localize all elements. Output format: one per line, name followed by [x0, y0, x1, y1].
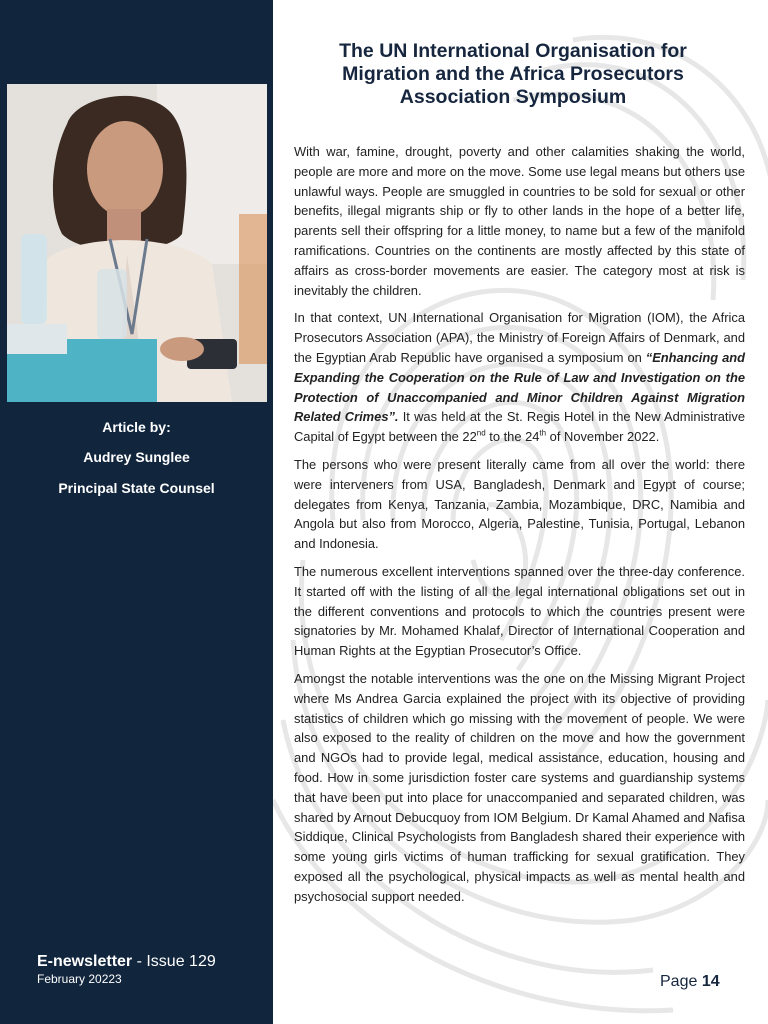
footer-separator: - — [132, 953, 147, 970]
paragraph-2-text: It was held at the St. Regis Hotel in the New Administrative Capital of Egypt between the 22 — [294, 409, 745, 445]
page-number-value: 14 — [701, 973, 720, 990]
page-label: Page — [660, 973, 698, 990]
paragraph-2-text: to the 24 — [485, 429, 540, 445]
author-photo — [7, 84, 267, 402]
ordinal-suffix: th — [539, 428, 547, 438]
author-name: Audrey Sunglee — [83, 449, 190, 465]
article-by-label: Article by: — [102, 419, 171, 435]
article-body — [294, 142, 745, 914]
symposium-theme: “Enhancing and Expanding the Cooperation on the Rule of Law and Investigation on the Protection of Unaccompanied and Minor Children Against Migration Related Crimes”. — [294, 349, 745, 425]
paragraph-2-text: of November 2022. — [546, 429, 660, 445]
page-number — [660, 973, 720, 991]
paragraph-4: The numerous excellent interventions spanned over the three-day conference. It started off with the listing of all the legal international obligations set out in the different conventions and protocols to which the countries present were signatories by Mr. Mohamed Khalaf, Director of International Cooperation and Human Rights at the Egyptian Prosecutor’s Office. — [294, 563, 745, 659]
title-line: The UN International Organisation for — [339, 40, 687, 62]
paragraph-2-text: In that context, UN International Organisation for Migration (IOM), the Africa Prosecutors Association (APA), the Ministry of Foreign Affairs of Denmark, and the Egyptian Arab Republic have organised a symposium on — [294, 310, 745, 365]
issue-date: February 20223 — [37, 972, 122, 986]
author-title: Principal State Counsel — [58, 480, 215, 496]
newsletter-label: E-newsletter — [37, 953, 133, 970]
article-title — [313, 40, 713, 109]
article-panel — [273, 0, 768, 1024]
paragraph-3: The persons who were present literally came from all over the world: there were interveners from USA, Bangladesh, Denmark and Egypt of course; delegates from Kenya, Tanzania, Zambia, Mozambique, DRC, Namibia and Angola but also from Morocco, Algeria, Palestine, Tunisia, Portugal, Lebanon and Indonesia. — [294, 456, 745, 552]
title-line: Migration and the Africa Prosecutors — [342, 63, 684, 85]
portrait-photo-icon — [7, 84, 267, 402]
ordinal-suffix: nd — [476, 428, 486, 438]
paragraph-5: Amongst the notable interventions was the one on the Missing Migrant Project where Ms Andrea Garcia explained the project with its objective of providing statistics of children which go missing with the movement of people. We were also exposed to the reality of children on the move and how the government and NGOs had to provide legal, medical assistance, education, housing and food. How in some jurisdiction foster care systems and guardianship systems that have been put into place for unaccompanied and separated children, was shared by Arnout Debucquoy from IOM Belgium. Dr Kamal Ahamed and Nafisa Siddique, Clinical Psychologists from Bangladesh shared their experience with some young girls victims of human trafficking for sexual gratification. They exposed all the psychological, physical impacts as well as mental health and psychosocial support needed. — [294, 670, 745, 904]
paragraph-2 — [294, 308, 745, 447]
newsletter-footer — [37, 953, 216, 986]
sidebar — [0, 0, 273, 1024]
issue-number: Issue 129 — [146, 953, 216, 970]
paragraph-1: With war, famine, drought, poverty and other calamities shaking the world, people are more and more on the move. Some use legal means but others use unlawful ways. People are smuggled in countries to be sold for sexual or other benefits, illegal migrants ship or fly to other lands in the hope of a better life, parents sell their offspring for a little money, to name but a few of the manifold ramifications. Countries on the continents are mostly affected by this state of affairs as cross-border movements are easier. The category most at risk is inevitably the children. — [294, 144, 745, 298]
title-line: Association Symposium — [399, 86, 627, 108]
